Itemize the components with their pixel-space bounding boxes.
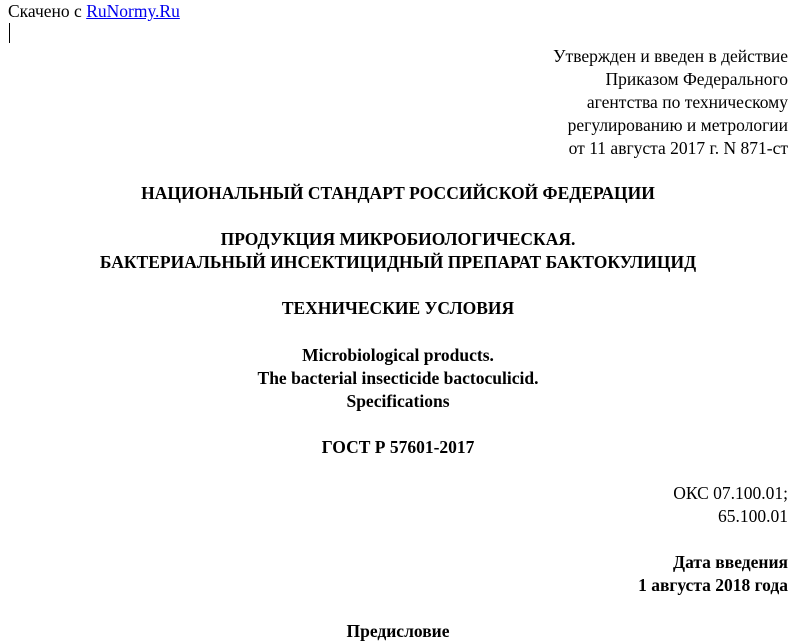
approval-block bbox=[553, 45, 788, 160]
intro-date-value: 1 августа 2018 года bbox=[638, 575, 788, 595]
approval-line: Приказом Федерального bbox=[605, 69, 788, 89]
text-cursor bbox=[9, 23, 10, 43]
oks-line1: ОКС 07.100.01; bbox=[673, 483, 788, 503]
title-ru-line2: БАКТЕРИАЛЬНЫЙ ИНСЕКТИЦИДНЫЙ ПРЕПАРАТ БАКТОКУЛИЦИД bbox=[99, 252, 697, 272]
subtitle-ru-heading bbox=[0, 297, 790, 320]
approval-line: Утвержден и введен в действие bbox=[553, 46, 788, 66]
approval-line: регулированию и метрологии bbox=[567, 115, 788, 135]
gost-number: ГОСТ Р 57601-2017 bbox=[321, 437, 475, 457]
title-ru bbox=[0, 228, 790, 274]
oks-line2: 65.100.01 bbox=[718, 506, 788, 526]
title-en-line3: Specifications bbox=[346, 391, 450, 411]
standard-type-heading bbox=[0, 182, 790, 205]
standard-type: НАЦИОНАЛЬНЫЙ СТАНДАРТ РОССИЙСКОЙ ФЕДЕРАЦИИ bbox=[141, 183, 655, 203]
approval-line: агентства по техническому bbox=[586, 92, 788, 112]
intro-date-label: Дата введения bbox=[673, 552, 788, 572]
title-ru-line1: ПРОДУКЦИЯ МИКРОБИОЛОГИЧЕСКАЯ. bbox=[220, 229, 576, 249]
approval-line: от 11 августа 2017 г. N 871-ст bbox=[568, 138, 788, 158]
subtitle-ru: ТЕХНИЧЕСКИЕ УСЛОВИЯ bbox=[281, 298, 515, 318]
intro-date-block bbox=[638, 551, 788, 597]
title-en-line2: The bacterial insecticide bactoculicid. bbox=[257, 368, 539, 388]
gost-number-heading bbox=[0, 436, 790, 459]
oks-block bbox=[673, 482, 788, 528]
title-en-line1: Microbiological products. bbox=[302, 345, 494, 365]
source-prefix: Скачено с bbox=[8, 1, 82, 21]
title-en bbox=[0, 344, 790, 413]
section-heading-block bbox=[0, 620, 790, 643]
source-line bbox=[8, 0, 180, 23]
section-heading: Предисловие bbox=[346, 621, 450, 641]
source-link[interactable]: RuNormy.Ru bbox=[86, 1, 180, 21]
